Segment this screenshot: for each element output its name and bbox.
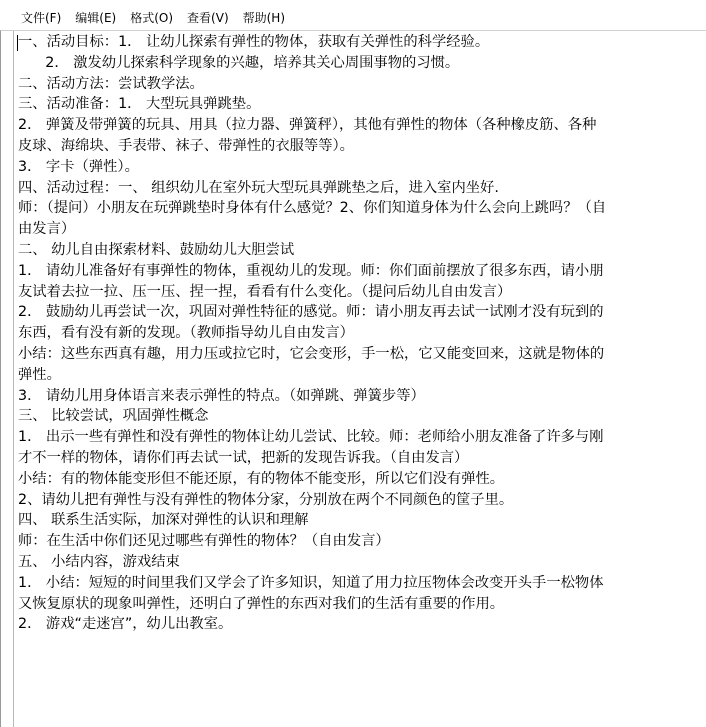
text-line: 四、 联系生活实际，加深对弹性的认识和理解 xyxy=(18,512,309,529)
text-line: 四、活动过程：一、 组织幼儿在室外玩大型玩具弹跳垫之后，进入室内坐好. xyxy=(18,179,499,196)
menu-edit[interactable]: 编辑(E) xyxy=(75,11,117,25)
editor-gutter xyxy=(1,31,14,727)
text-line: 友试着去拉一拉、压一压、捏一捏，看看有什么变化。（提问后幼儿自由发言） xyxy=(18,283,512,300)
menu-file[interactable]: 文件(F) xyxy=(21,11,62,25)
text-line: 二、活动方法：尝试教学法。 xyxy=(18,75,204,92)
text-line: 小结：这些东西真有趣，用力压或拉它时，它会变形，手一松，它又能变回来，这就是物体的 xyxy=(18,345,605,362)
menu-view[interactable]: 查看(V) xyxy=(187,11,229,25)
text-line: 五、 小结内容，游戏结束 xyxy=(18,553,180,570)
text-line: 小结：有的物体能变形但不能还原，有的物体不能变形，所以它们没有弹性。 xyxy=(18,470,505,487)
text-line: 3． 请幼儿用身体语言来表示弹性的特点。（如弹跳、弹簧步等） xyxy=(18,387,425,404)
text-line: 弹性。 xyxy=(18,366,61,383)
text-line: 三、活动准备：1． 大型玩具弹跳垫。 xyxy=(18,96,261,113)
text-line: 才不一样的物体，请你们再去试一试，把新的发现告诉我。（自由发言） xyxy=(18,449,469,466)
text-line: 师：（提问）小朋友在玩弹跳垫时身体有什么感觉？2、你们知道身体为什么会向上跳吗？（自 xyxy=(18,200,607,217)
text-line: 2． 游戏“走迷宫”，幼儿出教室。 xyxy=(18,616,233,633)
text-line: 师：在生活中你们还见过哪些有弹性的物体？（自由发言） xyxy=(18,533,390,550)
menu-bar xyxy=(0,0,706,30)
text-line: 2． 鼓励幼儿再尝试一次，巩固对弹性特征的感觉。师：请小朋友再去试一试刚才没有玩到的 xyxy=(18,304,604,321)
menu-help[interactable]: 帮助(H) xyxy=(242,11,286,25)
menu-format[interactable]: 格式(O) xyxy=(130,11,174,25)
text-editor[interactable] xyxy=(0,30,706,727)
text-line: 三、 比较尝试，巩固弹性概念 xyxy=(18,408,209,425)
text-line: 2、请幼儿把有弹性与没有弹性的物体分家，分别放在两个不同颜色的筐子里。 xyxy=(18,491,514,508)
text-line: 2． 弹簧及带弹簧的玩具、用具（拉力器、弹簧秤），其他有弹性的物体（各种橡皮筋、各种 xyxy=(18,117,597,134)
gutter-divider xyxy=(13,31,14,727)
text-line: 1． 小结：短短的时间里我们又学会了许多知识，知道了用力拉压物体会改变开头手一松物体 xyxy=(18,574,604,591)
text-line: 1． 出示一些有弹性和没有弹性的物体让幼儿尝试、比较。师：老师给小朋友准备了许多与刚 xyxy=(18,429,604,446)
text-line: 1． 请幼儿准备好有事弹性的物体，重视幼儿的发现。师：你们面前摆放了很多东西，请小朋 xyxy=(18,262,604,279)
text-line: 皮球、海绵块、手表带、袜子、带弹性的衣服等等）。 xyxy=(18,137,354,154)
text-line: 二、 幼儿自由探索材料、鼓励幼儿大胆尝试 xyxy=(18,241,295,258)
text-line: 3． 字卡（弹性）。 xyxy=(18,158,139,175)
text-line: 由发言） xyxy=(18,221,76,238)
text-line: 2． 激发幼儿探索科学现象的兴趣，培养其关心周围事物的习惯。 xyxy=(18,54,460,71)
document-text[interactable] xyxy=(18,32,694,635)
text-line: 一、活动目标：1． 让幼儿探索有弹性的物体，获取有关弹性的科学经验。 xyxy=(18,34,490,50)
text-line: 东西，看有没有新的发现。（教师指导幼儿自由发言） xyxy=(18,325,354,342)
text-line: 又恢复原状的现象叫弹性，还明白了弹性的东西对我们的生活有重要的作用。 xyxy=(18,595,505,612)
